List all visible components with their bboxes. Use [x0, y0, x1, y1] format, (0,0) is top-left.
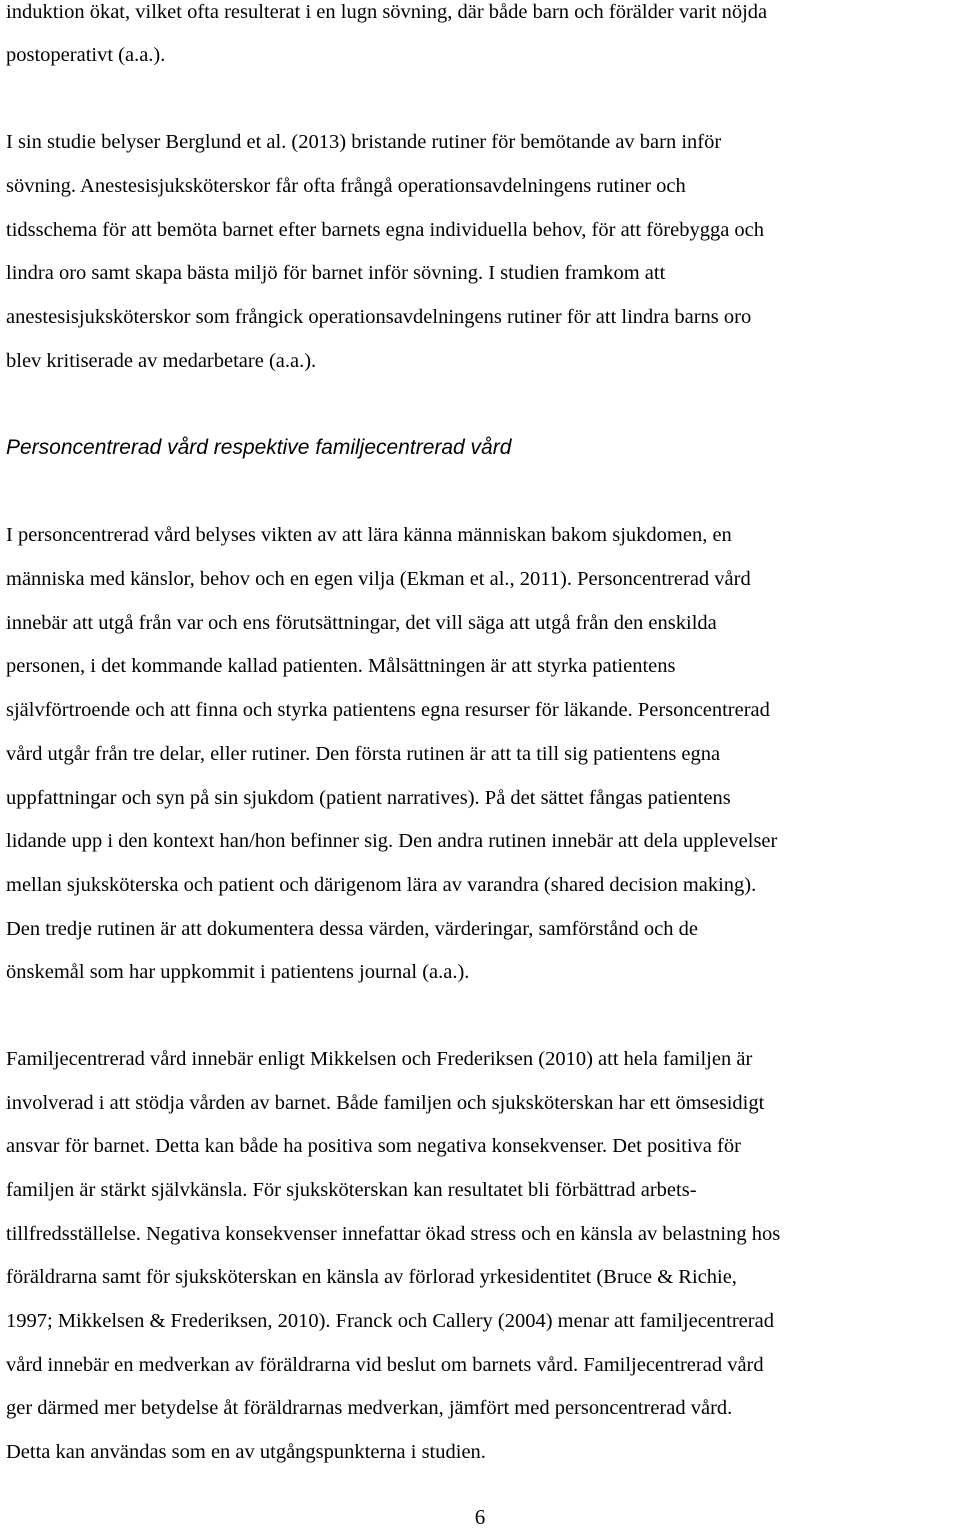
paragraph-2-line-6: blev kritiserade av medarbetare (a.a.). [6, 350, 317, 372]
paragraph-3-line-10: Den tredje rutinen är att dokumentera dessa värden, värderingar, samförstånd och de [6, 918, 698, 940]
paragraph-2-line-1: I sin studie belyser Berglund et al. (2013) bristande rutiner för bemötande av barn inför [6, 131, 722, 153]
paragraph-2-line-2: sövning. Anestesisjuksköterskor får ofta frångå operationsavdelningens rutiner och [6, 175, 686, 197]
paragraph-2-line-4: lindra oro samt skapa bästa miljö för barnet inför sövning. I studien framkom att [6, 262, 666, 284]
paragraph-4-line-3: ansvar för barnet. Detta kan både ha positiva som negativa konsekvenser. Det positiva för [6, 1135, 741, 1157]
paragraph-4-line-5: tillfredsställelse. Negativa konsekvenser innefattar ökad stress och en känsla av belastning hos [6, 1223, 781, 1245]
paragraph-2-line-5: anestesisjuksköterskor som frångick operationsavdelningens rutiner för att lindra barns oro [6, 306, 752, 328]
paragraph-4-line-6: föräldrarna samt för sjuksköterskan en känsla av förlorad yrkesidentitet (Bruce & Richie, [6, 1266, 737, 1288]
paragraph-4-line-7: 1997; Mikkelsen & Frederiksen, 2010). Franck och Callery (2004) menar att familjecentrerad [6, 1310, 774, 1332]
paragraph-3-line-5: självförtroende och att finna och styrka patientens egna resurser för läkande. Personcentrerad [6, 699, 770, 721]
paragraph-4-line-10: Detta kan användas som en av utgångspunkterna i studien. [6, 1441, 486, 1463]
section-heading: Personcentrerad vård respektive familjecentrerad vård [6, 436, 512, 459]
paragraph-3-line-1: I personcentrerad vård belyses vikten av att lära känna människan bakom sjukdomen, en [6, 524, 732, 546]
paragraph-3-line-11: önskemål som har uppkommit i patientens journal (a.a.). [6, 961, 470, 983]
paragraph-3-line-4: personen, i det kommande kallad patienten. Målsättningen är att styrka patientens [6, 655, 676, 677]
paragraph-4-line-8: vård innebär en medverkan av föräldrarna vid beslut om barnets vård. Familjecentrerad vård [6, 1354, 764, 1376]
paragraph-1-line-1: induktion ökat, vilket ofta resulterat i en lugn sövning, där både barn och förälder varit nöjda [6, 1, 768, 23]
paragraph-3-line-2: människa med känslor, behov och en egen vilja (Ekman et al., 2011). Personcentrerad vård [6, 568, 751, 590]
paragraph-3-line-6: vård utgår från tre delar, eller rutiner. Den första rutinen är att ta till sig patientens egna [6, 743, 721, 765]
paragraph-3-line-3: innebär att utgå från var och ens förutsättningar, det vill säga att utgå från den enskilda [6, 612, 717, 634]
paragraph-4-line-4: familjen är stärkt självkänsla. För sjuksköterskan kan resultatet bli förbättrad arbets- [6, 1179, 697, 1201]
paragraph-3-line-9: mellan sjuksköterska och patient och därigenom lära av varandra (shared decision making). [6, 874, 757, 896]
paragraph-4-line-9: ger därmed mer betydelse åt föräldrarnas medverkan, jämfört med personcentrerad vård. [6, 1397, 733, 1419]
paragraph-2-line-3: tidsschema för att bemöta barnet efter barnets egna individuella behov, för att förebygga och [6, 219, 765, 241]
paragraph-3-line-8: lidande upp i den kontext han/hon befinner sig. Den andra rutinen innebär att dela upplevelser [6, 830, 778, 852]
page-number: 6 [474, 1505, 486, 1529]
paragraph-3-line-7: uppfattningar och syn på sin sjukdom (patient narratives). På det sättet fångas patientens [6, 787, 731, 809]
paragraph-4-line-1: Familjecentrerad vård innebär enligt Mikkelsen och Frederiksen (2010) att hela familjen är [6, 1048, 753, 1070]
paragraph-1-line-2: postoperativt (a.a.). [6, 44, 166, 66]
paragraph-4-line-2: involverad i att stödja vården av barnet. Både familjen och sjuksköterskan har ett ömsesidigt [6, 1092, 765, 1114]
